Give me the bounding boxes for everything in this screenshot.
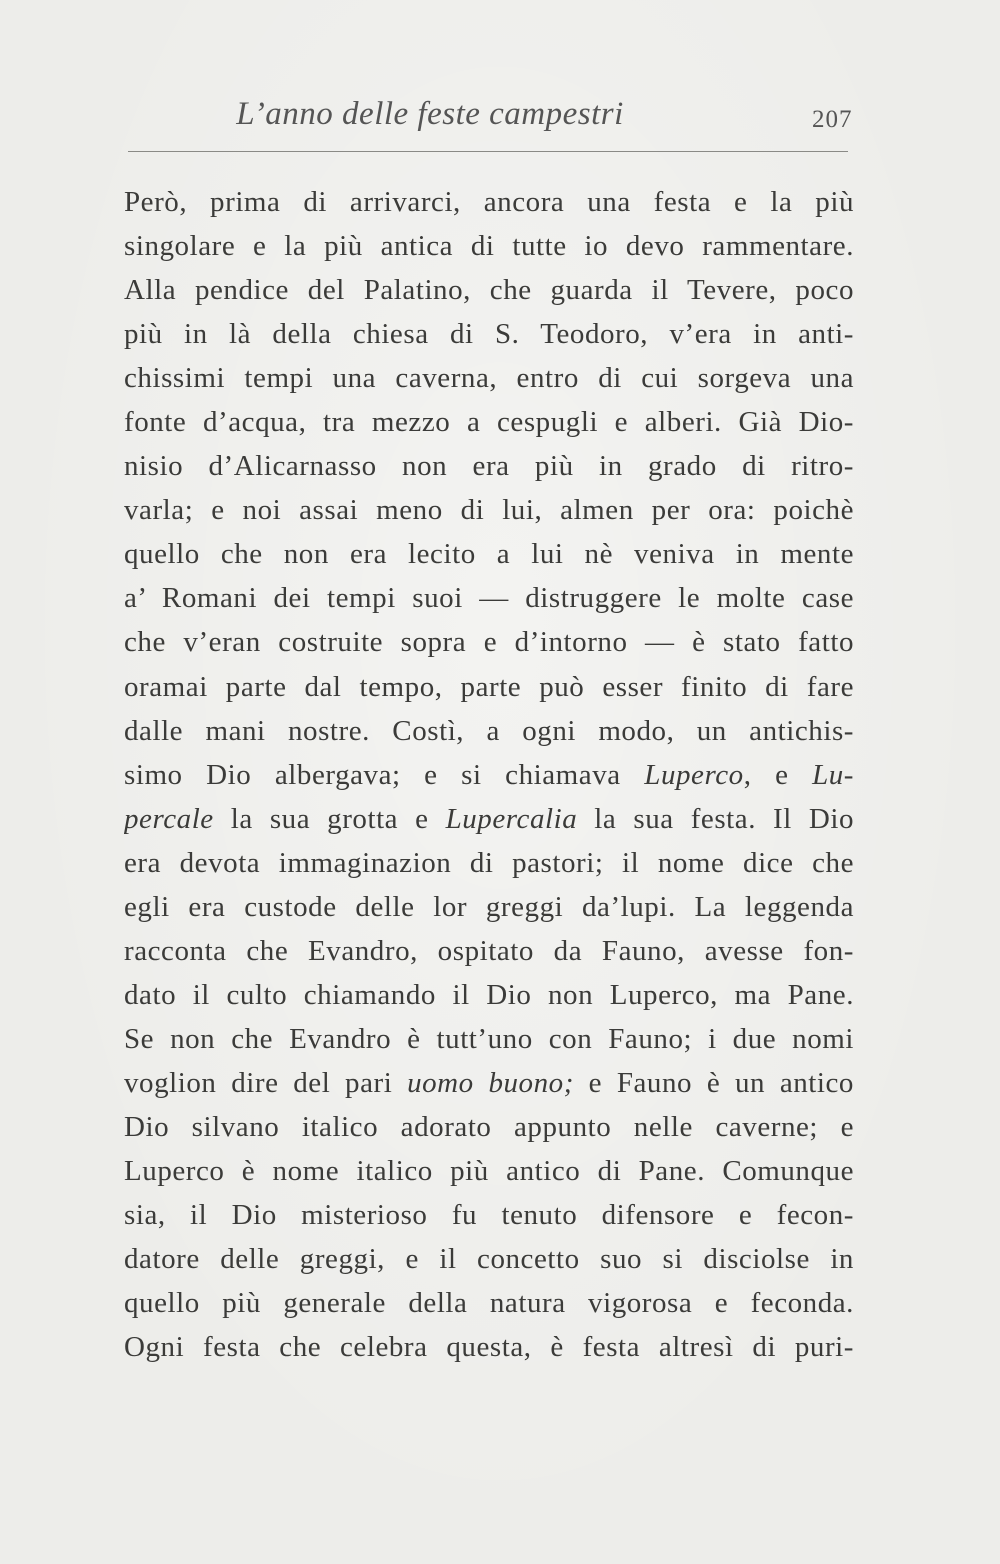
text-line xyxy=(124,841,854,885)
text-segment: la sua festa. Il Dio xyxy=(577,802,854,835)
text-segment: quello che non era lecito a lui nè veniva in mente xyxy=(124,538,854,571)
text-line xyxy=(124,180,854,224)
text-segment: quello più generale della natura vigorosa e feconda. xyxy=(124,1287,854,1320)
text-line xyxy=(124,1017,854,1061)
text-line xyxy=(124,1061,854,1105)
text-line xyxy=(124,885,854,929)
text-line xyxy=(124,1281,854,1325)
text-line xyxy=(124,620,854,664)
page-number: 207 xyxy=(812,106,853,133)
text-segment: dato il culto chiamando il Dio non Luperco, ma Pane. xyxy=(124,978,854,1011)
text-line xyxy=(124,1105,854,1149)
text-segment: a’ Romani dei tempi suoi — distruggere le molte case xyxy=(124,582,854,615)
text-segment: dalle mani nostre. Costì, a ogni modo, un antichis- xyxy=(124,714,854,747)
italic-text-segment: Lupercalia xyxy=(445,802,578,835)
text-segment: singolare e la più antica di tutte io devo rammentare. xyxy=(124,230,854,263)
text-segment: che v’eran costruite sopra e d’intorno — è stato fatto xyxy=(124,626,854,659)
text-segment: Però, prima di arrivarci, ancora una festa e la più xyxy=(124,186,854,218)
text-line xyxy=(124,400,854,444)
body-text xyxy=(124,180,854,1369)
text-segment: Luperco è nome italico più antico di Pane. Comunque xyxy=(124,1155,854,1188)
text-segment: Dio silvano italico adorato appunto nelle caverne; e xyxy=(124,1110,854,1143)
text-segment: Se non che Evandro è tutt’uno con Fauno; i due nomi xyxy=(124,1022,854,1055)
text-line xyxy=(124,532,854,576)
text-line xyxy=(124,797,854,841)
text-segment: datore delle greggi, e il concetto suo si disciolse in xyxy=(124,1243,854,1276)
text-line xyxy=(124,753,854,797)
italic-text-segment: Luperco xyxy=(644,758,744,791)
text-line xyxy=(124,929,854,973)
text-line xyxy=(124,1237,854,1281)
text-line xyxy=(124,709,854,753)
text-line xyxy=(124,973,854,1017)
text-line xyxy=(124,488,854,532)
italic-text-segment: uomo buono; xyxy=(407,1066,574,1099)
text-segment: , e xyxy=(743,758,813,791)
text-line xyxy=(124,356,854,400)
text-segment: nisio d’Alicarnasso non era più in grado di ritro- xyxy=(124,450,854,483)
text-segment: racconta che Evandro, ospitato da Fauno, avesse fon- xyxy=(124,934,854,967)
italic-text-segment: percale xyxy=(124,802,214,835)
text-segment: sia, il Dio misterioso fu tenuto difensore e fecon- xyxy=(124,1199,854,1232)
text-line xyxy=(124,312,854,356)
text-line xyxy=(124,1149,854,1193)
text-segment: Alla pendice del Palatino, che guarda il Tevere, poco xyxy=(124,274,854,307)
text-line xyxy=(124,665,854,709)
text-segment: era devota immaginazion di pastori; il nome dice che xyxy=(124,846,854,879)
text-segment: e Fauno è un antico xyxy=(573,1066,854,1099)
text-segment: chissimi tempi una caverna, entro di cui sorgeva una xyxy=(124,362,854,395)
italic-text-segment: Lu- xyxy=(812,758,854,791)
text-segment: simo Dio albergava; e si chiamava xyxy=(124,758,645,791)
text-segment: la sua grotta e xyxy=(213,802,446,835)
text-segment: più in là della chiesa di S. Teodoro, v’era in anti- xyxy=(124,318,854,351)
text-segment: varla; e noi assai meno di lui, almen per ora: poichè xyxy=(124,494,854,527)
text-segment: fonte d’acqua, tra mezzo a cespugli e alberi. Già Dio- xyxy=(124,406,854,439)
text-line xyxy=(124,268,854,312)
text-segment: egli era custode delle lor greggi da’lupi. La leggenda xyxy=(124,890,854,923)
running-title: L’anno delle feste campestri xyxy=(236,96,624,132)
running-head xyxy=(0,96,1000,144)
text-line xyxy=(124,1193,854,1237)
text-line xyxy=(124,1325,854,1369)
text-line xyxy=(124,444,854,488)
text-line xyxy=(124,224,854,268)
text-line xyxy=(124,576,854,620)
header-rule xyxy=(128,151,848,152)
text-segment: Ogni festa che celebra questa, è festa altresì di puri- xyxy=(124,1331,854,1364)
text-segment: oramai parte dal tempo, parte può esser finito di fare xyxy=(124,670,854,703)
text-segment: voglion dire del pari xyxy=(124,1066,408,1099)
